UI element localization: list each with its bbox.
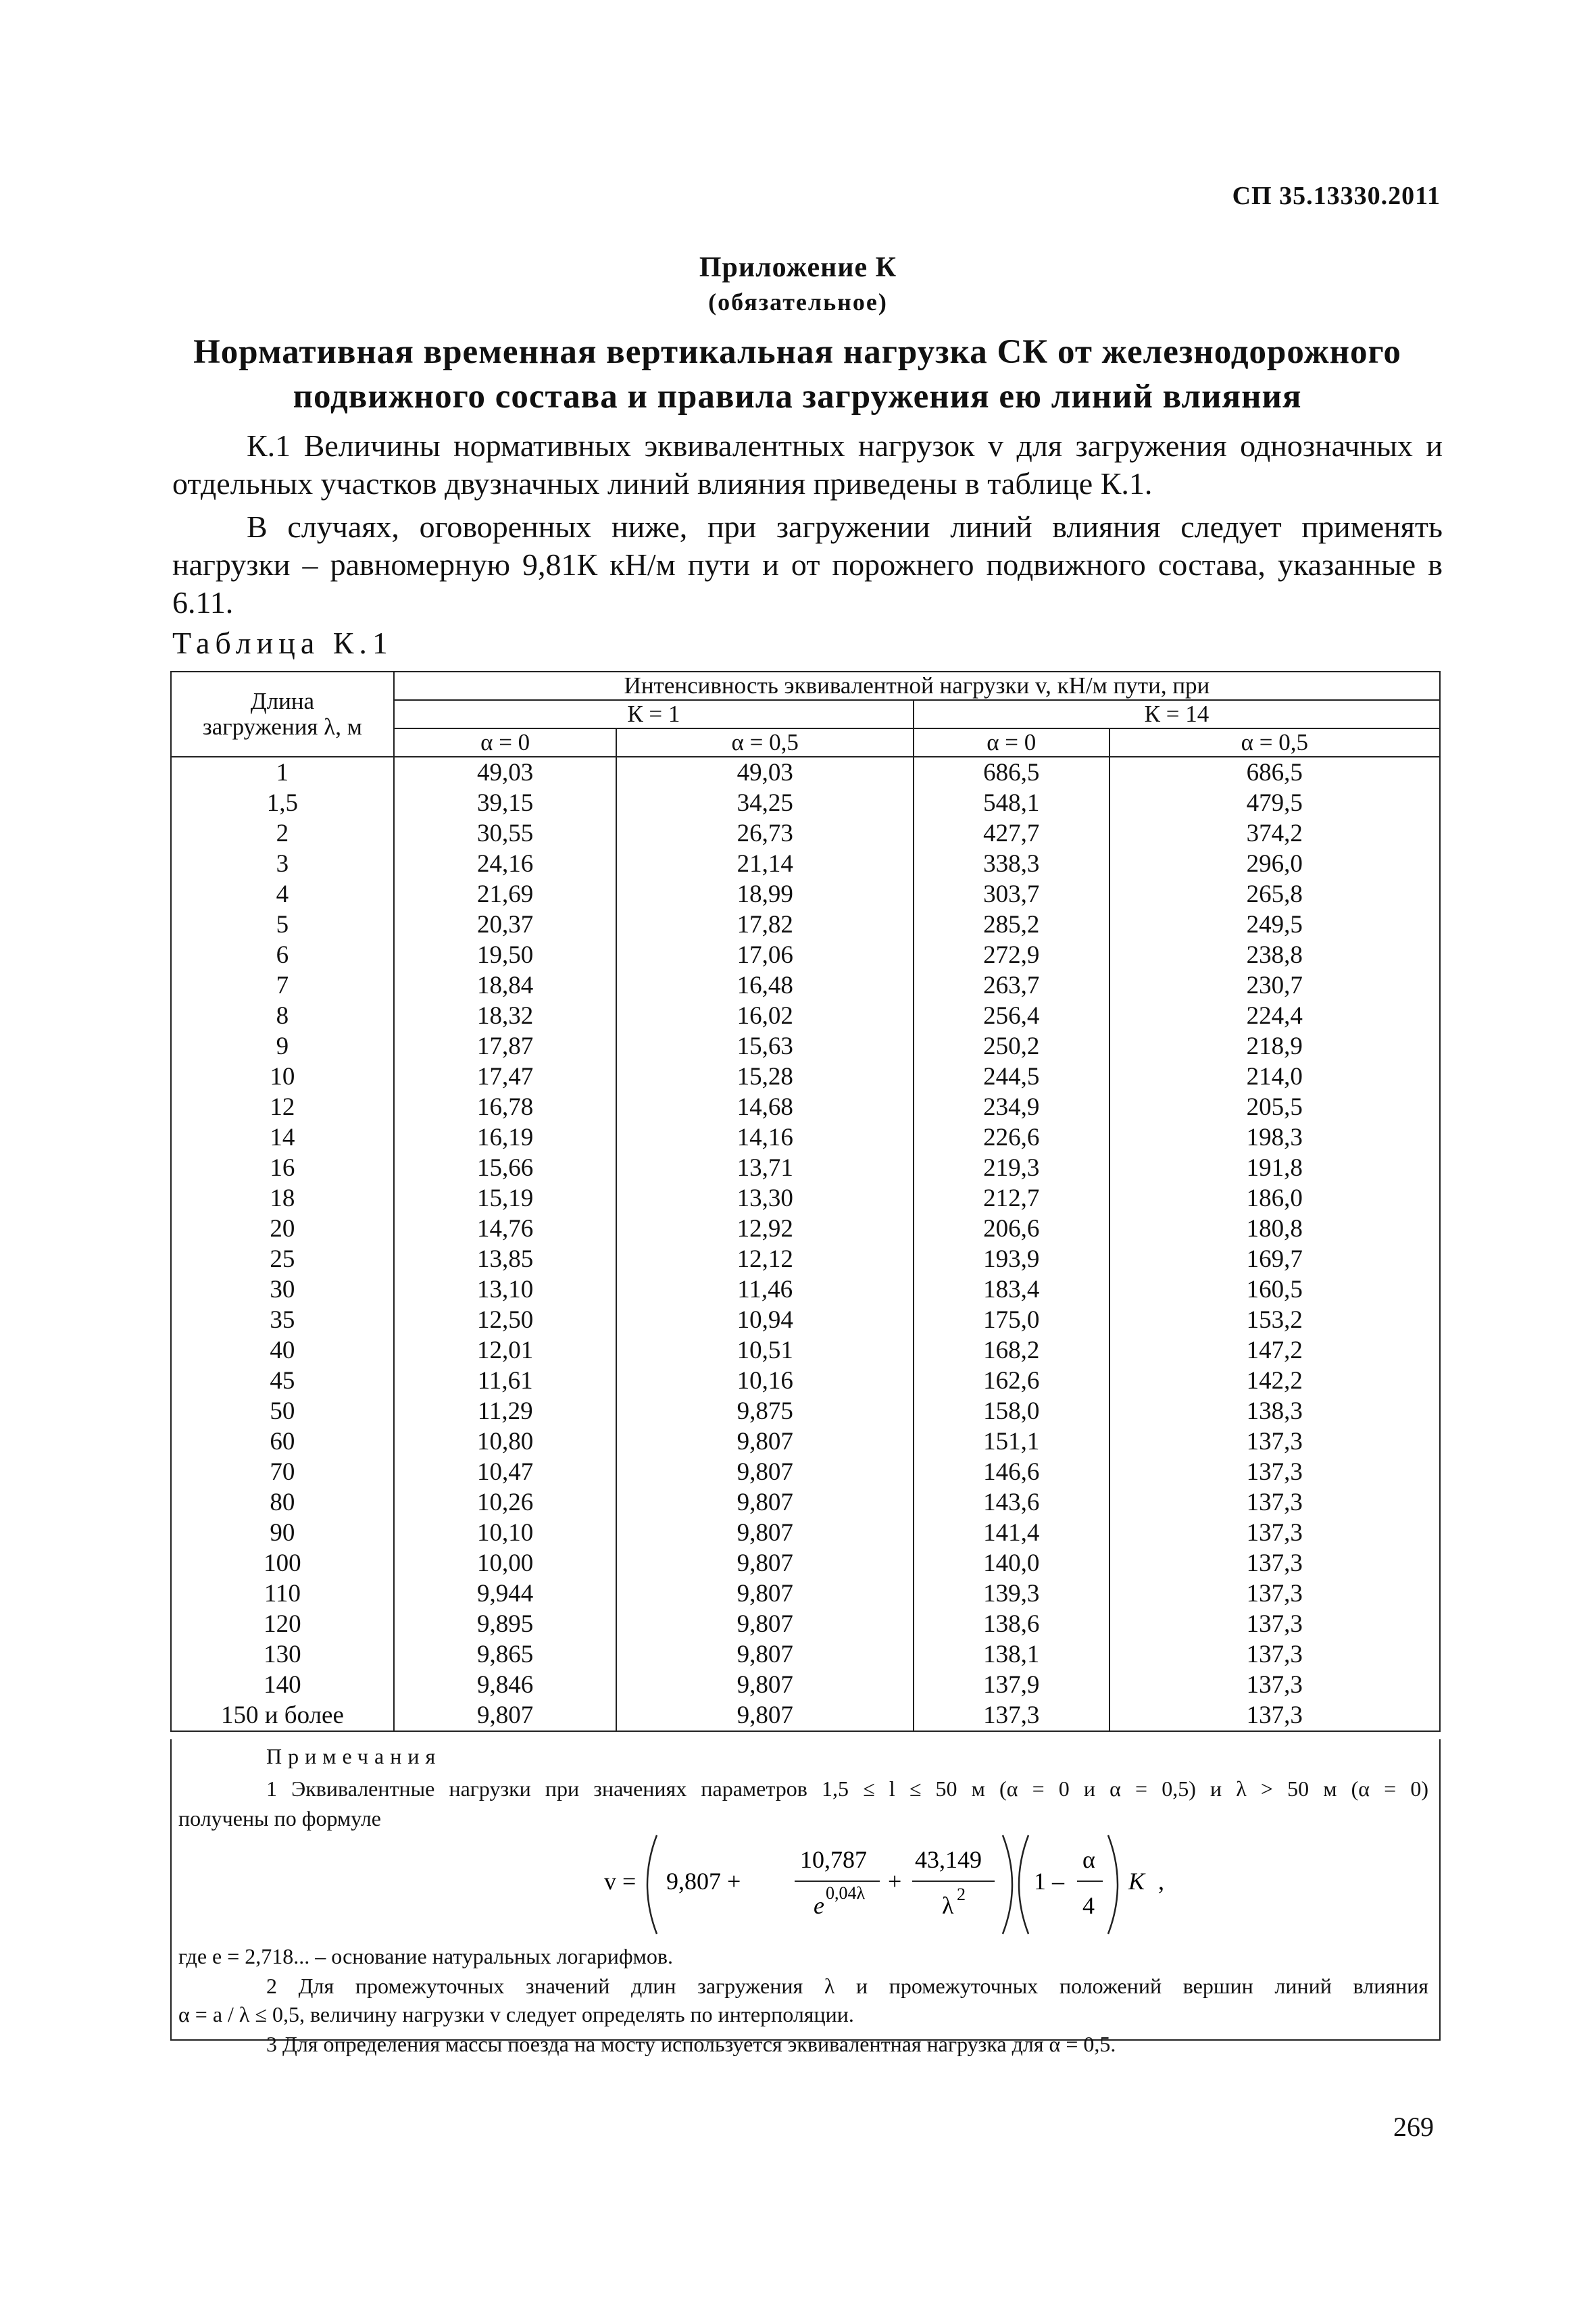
cell-length: 120 bbox=[171, 1609, 394, 1639]
cell-k14-alpha05: 238,8 bbox=[1109, 940, 1440, 970]
cell-length: 12 bbox=[171, 1092, 394, 1122]
header-k1-alpha0: α = 0 bbox=[394, 728, 617, 757]
cell-k14-alpha0: 140,0 bbox=[914, 1548, 1109, 1578]
cell-k14-alpha0: 206,6 bbox=[914, 1214, 1109, 1244]
formula-one-minus: 1 – bbox=[1034, 1868, 1064, 1895]
table-row bbox=[171, 970, 1440, 1001]
cell-k14-alpha05: 374,2 bbox=[1109, 818, 1440, 849]
cell-k14-alpha0: 138,1 bbox=[914, 1639, 1109, 1670]
cell-k14-alpha05: 191,8 bbox=[1109, 1153, 1440, 1183]
cell-k1-alpha05: 16,02 bbox=[616, 1001, 913, 1031]
table-row bbox=[171, 1457, 1440, 1487]
cell-k14-alpha05: 686,5 bbox=[1109, 757, 1440, 788]
cell-k14-alpha05: 249,5 bbox=[1109, 910, 1440, 940]
note-2-line-2: α = a / λ ≤ 0,5, величину нагрузки v следует определять по интерполяции. bbox=[178, 2002, 854, 2026]
cell-k1-alpha0: 21,69 bbox=[394, 879, 617, 910]
notes-section bbox=[170, 1739, 1441, 2056]
cell-k1-alpha05: 9,807 bbox=[616, 1609, 913, 1639]
cell-k14-alpha0: 285,2 bbox=[914, 910, 1109, 940]
header-k1-alpha05: α = 0,5 bbox=[616, 728, 913, 757]
cell-k1-alpha0: 10,10 bbox=[394, 1518, 617, 1548]
cell-k14-alpha0: 141,4 bbox=[914, 1518, 1109, 1548]
table-row bbox=[171, 1396, 1440, 1426]
cell-k1-alpha0: 30,55 bbox=[394, 818, 617, 849]
cell-length: 110 bbox=[171, 1578, 394, 1609]
cell-k14-alpha0: 193,9 bbox=[914, 1244, 1109, 1274]
cell-length: 130 bbox=[171, 1639, 394, 1670]
table-row bbox=[171, 1092, 1440, 1122]
cell-k1-alpha05: 16,48 bbox=[616, 970, 913, 1001]
cell-k14-alpha0: 272,9 bbox=[914, 940, 1109, 970]
cell-k1-alpha05: 12,92 bbox=[616, 1214, 913, 1244]
cell-k1-alpha05: 9,807 bbox=[616, 1578, 913, 1609]
cell-k14-alpha0: 139,3 bbox=[914, 1578, 1109, 1609]
cell-k14-alpha0: 146,6 bbox=[914, 1457, 1109, 1487]
formula-denominator-2: λ bbox=[942, 1892, 954, 1919]
cell-k14-alpha05: 224,4 bbox=[1109, 1001, 1440, 1031]
load-formula bbox=[604, 1827, 1280, 1942]
cell-length: 10 bbox=[171, 1062, 394, 1092]
cell-k1-alpha05: 17,06 bbox=[616, 940, 913, 970]
cell-length: 1,5 bbox=[171, 788, 394, 818]
cell-k1-alpha0: 10,26 bbox=[394, 1487, 617, 1518]
cell-k14-alpha05: 169,7 bbox=[1109, 1244, 1440, 1274]
cell-length: 16 bbox=[171, 1153, 394, 1183]
cell-length: 140 bbox=[171, 1670, 394, 1700]
cell-k1-alpha05: 13,30 bbox=[616, 1183, 913, 1214]
table-row bbox=[171, 1214, 1440, 1244]
cell-k14-alpha05: 137,3 bbox=[1109, 1548, 1440, 1578]
table-row bbox=[171, 1578, 1440, 1609]
page-number: 269 bbox=[1393, 2112, 1434, 2142]
cell-k14-alpha05: 205,5 bbox=[1109, 1092, 1440, 1122]
cell-k14-alpha0: 303,7 bbox=[914, 879, 1109, 910]
cell-k1-alpha0: 13,85 bbox=[394, 1244, 617, 1274]
cell-k1-alpha0: 11,29 bbox=[394, 1396, 617, 1426]
table-row bbox=[171, 818, 1440, 849]
formula-denominator-1-exp: 0,04λ bbox=[826, 1883, 866, 1903]
cell-k1-alpha05: 9,807 bbox=[616, 1670, 913, 1700]
document-code: СП 35.13330.2011 bbox=[1232, 182, 1441, 210]
cell-k1-alpha0: 16,78 bbox=[394, 1092, 617, 1122]
table-row bbox=[171, 1031, 1440, 1062]
cell-k14-alpha05: 153,2 bbox=[1109, 1305, 1440, 1335]
table-row bbox=[171, 1244, 1440, 1274]
cell-k1-alpha05: 9,807 bbox=[616, 1487, 913, 1518]
cell-k14-alpha05: 186,0 bbox=[1109, 1183, 1440, 1214]
cell-k1-alpha05: 15,28 bbox=[616, 1062, 913, 1092]
header-length: Длина загружения λ, м bbox=[171, 672, 394, 757]
table-row bbox=[171, 1609, 1440, 1639]
paragraph-cases-text: В случаях, оговоренных ниже, при загружении линий влияния следует применять нагрузки – равномерную 9,81К кН/м пути и от порожнего подвижного состава, указанные в 6.11. bbox=[172, 509, 1443, 620]
cell-k1-alpha0: 18,84 bbox=[394, 970, 617, 1001]
cell-k1-alpha0: 9,807 bbox=[394, 1700, 617, 1731]
cell-k14-alpha0: 158,0 bbox=[914, 1396, 1109, 1426]
cell-k14-alpha05: 265,8 bbox=[1109, 879, 1440, 910]
cell-k1-alpha0: 12,01 bbox=[394, 1335, 617, 1366]
table-row bbox=[171, 849, 1440, 879]
table-row bbox=[171, 1366, 1440, 1396]
cell-k14-alpha05: 137,3 bbox=[1109, 1426, 1440, 1457]
cell-k1-alpha05: 9,807 bbox=[616, 1457, 913, 1487]
cell-k1-alpha0: 10,47 bbox=[394, 1457, 617, 1487]
appendix-subtitle: (обязательное) bbox=[708, 289, 888, 316]
cell-k1-alpha05: 9,807 bbox=[616, 1518, 913, 1548]
note-1-tail: где e = 2,718... – основание натуральных логарифмов. bbox=[178, 1944, 673, 1968]
table-row bbox=[171, 757, 1440, 788]
table-row bbox=[171, 1670, 1440, 1700]
cell-k14-alpha0: 162,6 bbox=[914, 1366, 1109, 1396]
cell-length: 30 bbox=[171, 1274, 394, 1305]
note-1-line-2: получены по формуле bbox=[178, 1806, 381, 1831]
formula-left-paren-outer bbox=[647, 1835, 657, 1934]
paragraph-k1-text: К.1 Величины нормативных эквивалентных нагрузок v для загружения однозначных и отдельных участков двузначных линий влияния приведены в таблице К.1. bbox=[172, 428, 1443, 501]
formula-k: K bbox=[1128, 1868, 1145, 1895]
cell-k14-alpha0: 244,5 bbox=[914, 1062, 1109, 1092]
cell-k14-alpha05: 214,0 bbox=[1109, 1062, 1440, 1092]
cell-length: 100 bbox=[171, 1548, 394, 1578]
cell-k14-alpha0: 226,6 bbox=[914, 1122, 1109, 1153]
cell-k14-alpha0: 138,6 bbox=[914, 1609, 1109, 1639]
cell-k1-alpha0: 24,16 bbox=[394, 849, 617, 879]
cell-k1-alpha0: 12,50 bbox=[394, 1305, 617, 1335]
cell-k1-alpha05: 12,12 bbox=[616, 1244, 913, 1274]
appendix-title: Приложение К bbox=[699, 252, 897, 283]
formula-plus: + bbox=[888, 1868, 902, 1895]
cell-length: 3 bbox=[171, 849, 394, 879]
cell-k1-alpha05: 21,14 bbox=[616, 849, 913, 879]
cell-length: 80 bbox=[171, 1487, 394, 1518]
cell-length: 1 bbox=[171, 757, 394, 788]
formula-right-paren-inner bbox=[1108, 1835, 1118, 1934]
cell-length: 60 bbox=[171, 1426, 394, 1457]
cell-k1-alpha0: 17,47 bbox=[394, 1062, 617, 1092]
cell-k14-alpha05: 137,3 bbox=[1109, 1700, 1440, 1731]
cell-k1-alpha0: 9,944 bbox=[394, 1578, 617, 1609]
table-row bbox=[171, 1548, 1440, 1578]
formula-lhs: v = bbox=[604, 1868, 637, 1895]
formula-denominator-3: 4 bbox=[1082, 1892, 1095, 1919]
cell-length: 20 bbox=[171, 1214, 394, 1244]
formula-comma: , bbox=[1158, 1868, 1164, 1895]
cell-k1-alpha0: 39,15 bbox=[394, 788, 617, 818]
cell-k14-alpha0: 183,4 bbox=[914, 1274, 1109, 1305]
cell-length: 70 bbox=[171, 1457, 394, 1487]
table-row bbox=[171, 1001, 1440, 1031]
cell-k1-alpha05: 11,46 bbox=[616, 1274, 913, 1305]
cell-length: 90 bbox=[171, 1518, 394, 1548]
cell-k14-alpha0: 338,3 bbox=[914, 849, 1109, 879]
formula-right-paren-outer bbox=[1003, 1835, 1012, 1934]
cell-k1-alpha0: 15,66 bbox=[394, 1153, 617, 1183]
cell-k14-alpha05: 138,3 bbox=[1109, 1396, 1440, 1426]
table-row bbox=[171, 1122, 1440, 1153]
cell-k14-alpha0: 686,5 bbox=[914, 757, 1109, 788]
cell-k14-alpha05: 137,3 bbox=[1109, 1457, 1440, 1487]
formula-left-paren-inner bbox=[1019, 1835, 1028, 1934]
cell-length: 150 и более bbox=[171, 1700, 394, 1731]
cell-length: 7 bbox=[171, 970, 394, 1001]
cell-k14-alpha05: 137,3 bbox=[1109, 1518, 1440, 1548]
table-row bbox=[171, 940, 1440, 970]
cell-k1-alpha0: 9,895 bbox=[394, 1609, 617, 1639]
cell-k1-alpha0: 16,19 bbox=[394, 1122, 617, 1153]
cell-k1-alpha0: 13,10 bbox=[394, 1274, 617, 1305]
cell-k1-alpha0: 9,865 bbox=[394, 1639, 617, 1670]
cell-k14-alpha05: 137,3 bbox=[1109, 1487, 1440, 1518]
cell-length: 40 bbox=[171, 1335, 394, 1366]
cell-k14-alpha0: 151,1 bbox=[914, 1426, 1109, 1457]
cell-length: 35 bbox=[171, 1305, 394, 1335]
table-row bbox=[171, 1062, 1440, 1092]
cell-k1-alpha05: 15,63 bbox=[616, 1031, 913, 1062]
cell-k14-alpha0: 168,2 bbox=[914, 1335, 1109, 1366]
cell-k1-alpha05: 9,807 bbox=[616, 1639, 913, 1670]
cell-k1-alpha0: 20,37 bbox=[394, 910, 617, 940]
table-row bbox=[171, 879, 1440, 910]
header-k14-alpha05: α = 0,5 bbox=[1109, 728, 1440, 757]
cell-length: 14 bbox=[171, 1122, 394, 1153]
heading-line-1: Нормативная временная вертикальная нагрузка СК от железнодорожного bbox=[193, 333, 1401, 371]
cell-k1-alpha05: 49,03 bbox=[616, 757, 913, 788]
cell-k1-alpha05: 17,82 bbox=[616, 910, 913, 940]
cell-k14-alpha0: 256,4 bbox=[914, 1001, 1109, 1031]
cell-k14-alpha0: 250,2 bbox=[914, 1031, 1109, 1062]
table-row bbox=[171, 1305, 1440, 1335]
cell-k1-alpha0: 10,00 bbox=[394, 1548, 617, 1578]
cell-k1-alpha0: 18,32 bbox=[394, 1001, 617, 1031]
formula-numerator-1: 10,787 bbox=[800, 1846, 867, 1873]
header-k14: К = 14 bbox=[914, 700, 1440, 728]
cell-k1-alpha05: 34,25 bbox=[616, 788, 913, 818]
cell-k1-alpha0: 9,846 bbox=[394, 1670, 617, 1700]
section-heading bbox=[122, 330, 1473, 419]
table-row bbox=[171, 910, 1440, 940]
formula-denominator-1: e bbox=[814, 1892, 824, 1919]
cell-length: 18 bbox=[171, 1183, 394, 1214]
cell-k1-alpha05: 10,51 bbox=[616, 1335, 913, 1366]
cell-k1-alpha0: 17,87 bbox=[394, 1031, 617, 1062]
cell-k14-alpha0: 175,0 bbox=[914, 1305, 1109, 1335]
cell-k1-alpha05: 13,71 bbox=[616, 1153, 913, 1183]
table-row bbox=[171, 1639, 1440, 1670]
cell-length: 50 bbox=[171, 1396, 394, 1426]
cell-length: 5 bbox=[171, 910, 394, 940]
cell-k1-alpha0: 19,50 bbox=[394, 940, 617, 970]
cell-k14-alpha0: 143,6 bbox=[914, 1487, 1109, 1518]
table-row bbox=[171, 1274, 1440, 1305]
paragraph-cases bbox=[172, 508, 1443, 622]
cell-k1-alpha05: 26,73 bbox=[616, 818, 913, 849]
formula-numerator-2: 43,149 bbox=[915, 1846, 982, 1873]
cell-k14-alpha05: 230,7 bbox=[1109, 970, 1440, 1001]
cell-length: 2 bbox=[171, 818, 394, 849]
table-row bbox=[171, 1426, 1440, 1457]
cell-length: 45 bbox=[171, 1366, 394, 1396]
cell-k14-alpha0: 263,7 bbox=[914, 970, 1109, 1001]
note-3: 3 Для определения массы поезда на мосту используется эквивалентная нагрузка для α = 0,5. bbox=[266, 2032, 1116, 2056]
cell-k14-alpha0: 548,1 bbox=[914, 788, 1109, 818]
table-row bbox=[171, 1183, 1440, 1214]
cell-k1-alpha0: 11,61 bbox=[394, 1366, 617, 1396]
cell-k14-alpha0: 137,3 bbox=[914, 1700, 1109, 1731]
table-row bbox=[171, 1487, 1440, 1518]
cell-k1-alpha05: 14,68 bbox=[616, 1092, 913, 1122]
cell-k14-alpha0: 234,9 bbox=[914, 1092, 1109, 1122]
cell-k14-alpha05: 142,2 bbox=[1109, 1366, 1440, 1396]
table-caption: Таблица К.1 bbox=[172, 626, 393, 660]
cell-k1-alpha05: 18,99 bbox=[616, 879, 913, 910]
equivalent-load-table bbox=[170, 671, 1441, 1732]
cell-k1-alpha05: 9,807 bbox=[616, 1700, 913, 1731]
heading-line-2: подвижного состава и правила загружения ею линий влияния bbox=[293, 378, 1302, 416]
cell-length: 4 bbox=[171, 879, 394, 910]
cell-k14-alpha0: 427,7 bbox=[914, 818, 1109, 849]
cell-k1-alpha05: 14,16 bbox=[616, 1122, 913, 1153]
cell-length: 8 bbox=[171, 1001, 394, 1031]
cell-k1-alpha0: 49,03 bbox=[394, 757, 617, 788]
header-k1: К = 1 bbox=[394, 700, 914, 728]
cell-k1-alpha05: 9,875 bbox=[616, 1396, 913, 1426]
formula-constant: 9,807 + bbox=[666, 1868, 741, 1895]
cell-k1-alpha05: 9,807 bbox=[616, 1426, 913, 1457]
note-1-line-1: 1 Эквивалентные нагрузки при значениях параметров 1,5 ≤ l ≤ 50 м (α = 0 и α = 0,5) и λ > 50 м (α = 0) bbox=[266, 1776, 1428, 1801]
cell-length: 9 bbox=[171, 1031, 394, 1062]
cell-k1-alpha0: 14,76 bbox=[394, 1214, 617, 1244]
cell-k14-alpha05: 198,3 bbox=[1109, 1122, 1440, 1153]
cell-k14-alpha05: 137,3 bbox=[1109, 1639, 1440, 1670]
header-k14-alpha0: α = 0 bbox=[914, 728, 1109, 757]
cell-k14-alpha05: 137,3 bbox=[1109, 1670, 1440, 1700]
table-row bbox=[171, 1700, 1440, 1731]
cell-k14-alpha05: 147,2 bbox=[1109, 1335, 1440, 1366]
cell-k1-alpha05: 10,94 bbox=[616, 1305, 913, 1335]
cell-length: 25 bbox=[171, 1244, 394, 1274]
cell-k1-alpha0: 10,80 bbox=[394, 1426, 617, 1457]
cell-k14-alpha05: 479,5 bbox=[1109, 788, 1440, 818]
cell-k14-alpha05: 160,5 bbox=[1109, 1274, 1440, 1305]
cell-k1-alpha0: 15,19 bbox=[394, 1183, 617, 1214]
cell-k14-alpha0: 212,7 bbox=[914, 1183, 1109, 1214]
cell-k14-alpha05: 180,8 bbox=[1109, 1214, 1440, 1244]
cell-k14-alpha0: 137,9 bbox=[914, 1670, 1109, 1700]
cell-k14-alpha0: 219,3 bbox=[914, 1153, 1109, 1183]
cell-k1-alpha05: 9,807 bbox=[616, 1548, 913, 1578]
cell-k14-alpha05: 137,3 bbox=[1109, 1578, 1440, 1609]
cell-k1-alpha05: 10,16 bbox=[616, 1366, 913, 1396]
cell-k14-alpha05: 218,9 bbox=[1109, 1031, 1440, 1062]
table-row bbox=[171, 788, 1440, 818]
header-intensity: Интенсивность эквивалентной нагрузки v, кН/м пути, при bbox=[394, 672, 1440, 700]
table-row bbox=[171, 1335, 1440, 1366]
paragraph-k1 bbox=[172, 427, 1443, 503]
table-body bbox=[171, 757, 1440, 1731]
cell-k14-alpha05: 296,0 bbox=[1109, 849, 1440, 879]
formula-denominator-2-exp: 2 bbox=[957, 1885, 966, 1904]
cell-k14-alpha05: 137,3 bbox=[1109, 1609, 1440, 1639]
table-row bbox=[171, 1518, 1440, 1548]
table-row bbox=[171, 1153, 1440, 1183]
cell-length: 6 bbox=[171, 940, 394, 970]
note-2-line-1: 2 Для промежуточных значений длин загружения λ и промежуточных положений вершин линий влияния bbox=[266, 1974, 1428, 1998]
formula-numerator-3: α bbox=[1082, 1846, 1095, 1873]
notes-title: Примечания bbox=[266, 1744, 442, 1768]
